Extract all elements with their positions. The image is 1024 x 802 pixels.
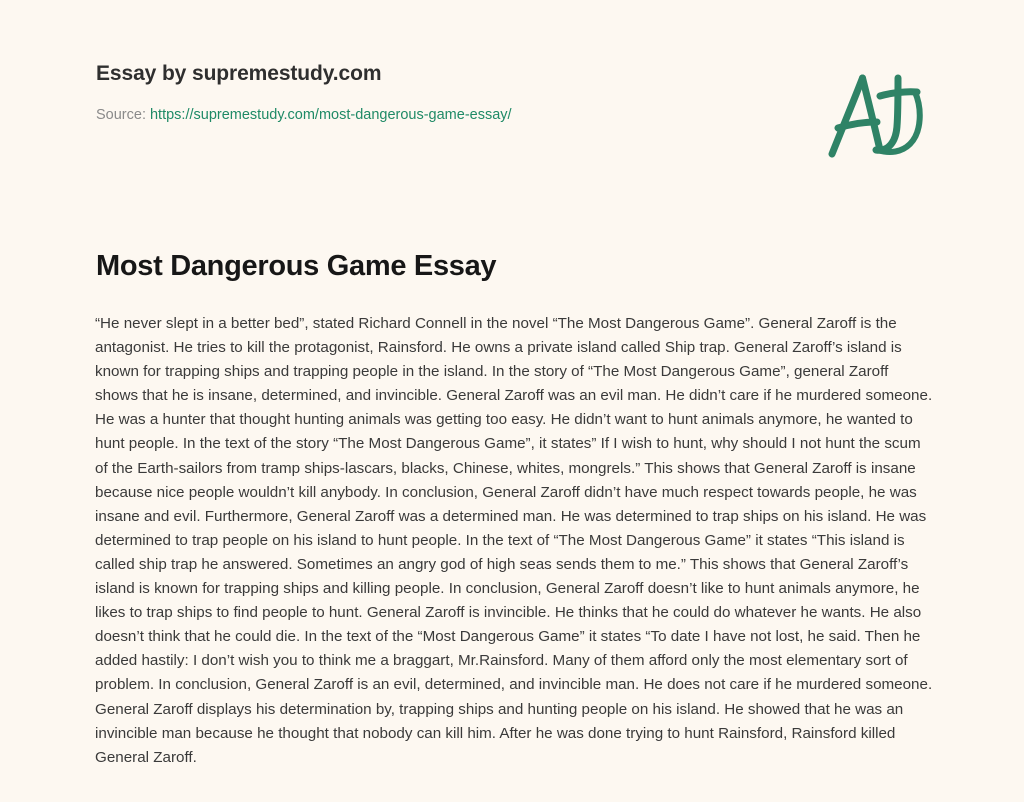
a-plus-logo [818,66,930,168]
byline: Essay by supremestudy.com [96,62,382,85]
source-line [96,105,928,125]
a-plus-logo-icon [818,66,930,168]
source-label: Source: [96,107,146,123]
page-title: Most Dangerous Game Essay [96,250,497,282]
article-body-text: “He never slept in a better bed”, stated Richard Connell in the novel “The Most Dangerous Game”. General Zaroff is the antagonist. He tries to kill the protagonist, Rainsford. He owns a private island called Ship trap. General Zaroff’s island is known for trapping ships and trapping people in the island. In the story of “The Most Dangerous Game”, general Zaroff shows that he is insane, determined, and invincible. General Zaroff was an evil man. He didn’t care if he murdered someone. He was a hunter that thought hunting animals was getting too easy. He didn’t want to hunt animals anymore, he wanted to hunt people. In the text of the story “The Most Dangerous Game”, it states” If I wish to hunt, why should I not hunt the scum of the Earth-sailors from tramp ships-lascars, blacks, Chinese, whites, mongrels.” This shows that General Zaroff is insane because nice people wouldn’t kill anybody. In conclusion, General Zaroff didn’t have much respect towards people, he was insane and evil. Furthermore, General Zaroff was a determined man. He was determined to trap ships on his island. He was determined to trap people on his island to hunt people. In the text of “The Most Dangerous Game” it states “This island is called ship trap he answered. Sometimes an angry god of high seas sends them to me.” This shows that General Zaroff’s island is known for trapping ships and killing people. In conclusion, General Zaroff doesn’t like to hunt animals anymore, he likes to trap ships to find people to hunt. General Zaroff is invincible. He thinks that he could do whatever he wants. He also doesn’t think that he could die. In the text of the “Most Dangerous Game” it states “To date I have not lost, he said. Then he added hastily: I don’t wish you to think me a braggart, Mr.Rainsford. Many of them afford only the most elementary sort of problem. In conclusion, General Zaroff is an evil, determined, and invincible man. He does not care if he murdered someone. General Zaroff displays his determination by, trapping ships and hunting people on his island. He showed that he was an invincible man because he thought that nobody can kill him. After he was done trying to hunt Rainsford, Rainsford killed General Zaroff. [95,315,933,766]
page-header [96,60,928,125]
source-url-link[interactable]: https://supremestudy.com/most-dangerous-game-essay/ [149,107,512,123]
